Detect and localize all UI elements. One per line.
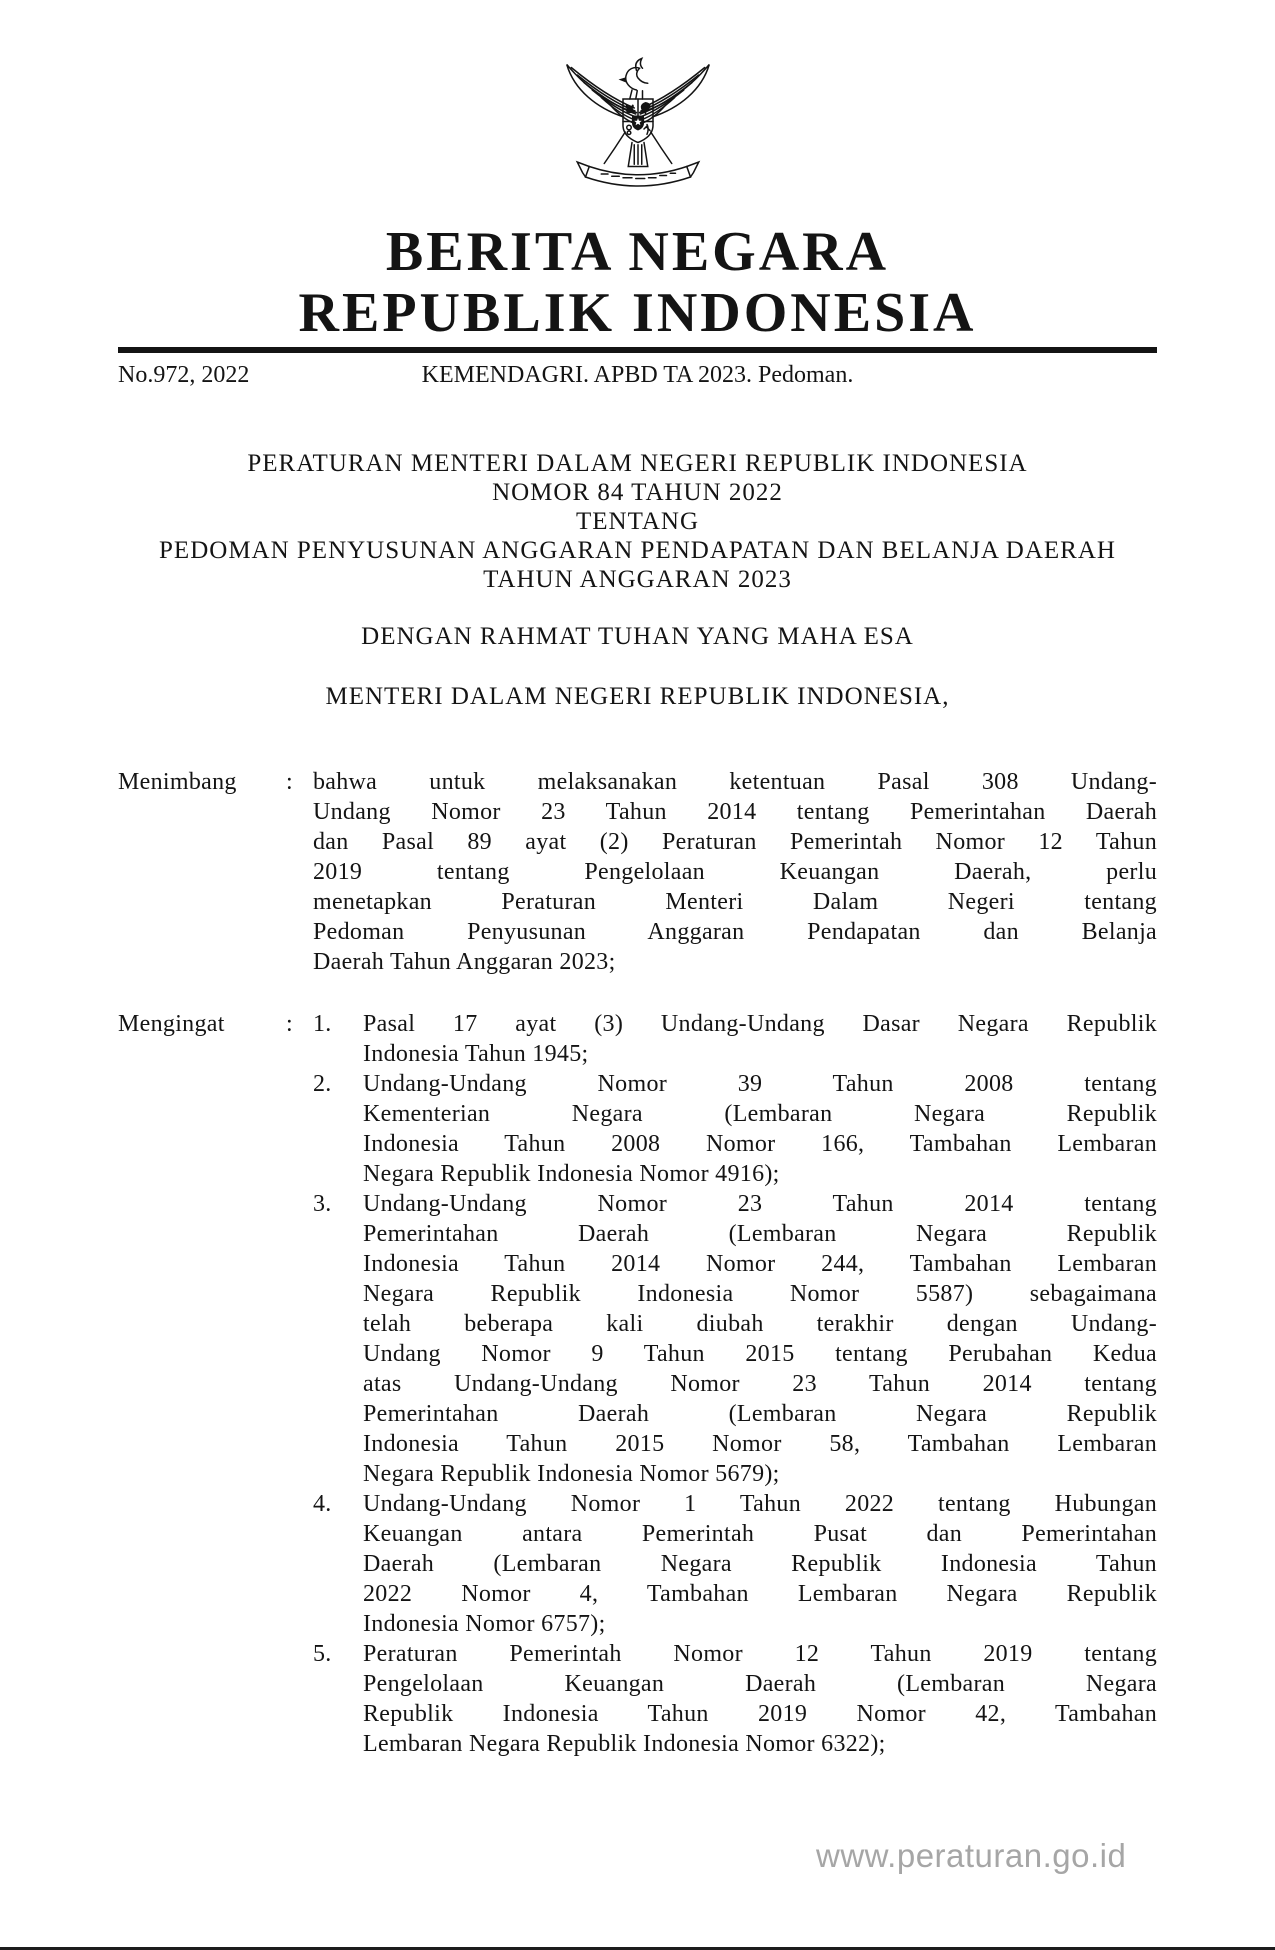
item-text (363, 1489, 1157, 1639)
text-line: Lembaran Negara Republik Indonesia Nomor 6322); (363, 1731, 886, 1757)
invocation-line: DENGAN RAHMAT TUHAN YANG MAHA ESA (361, 623, 914, 650)
text-line: atas Undang-Undang Nomor 23 Tahun 2014 tentang (363, 1371, 1157, 1397)
legal-basis-item (313, 1069, 1157, 1189)
legal-basis-item (313, 1489, 1157, 1639)
considering-separator: : (286, 769, 293, 795)
item-number: 1. (313, 1011, 332, 1037)
text-line: Pasal 17 ayat (3) Undang-Undang Dasar Negara Republik (363, 1011, 1157, 1037)
text-line: Indonesia Tahun 1945; (363, 1041, 589, 1067)
text-line: Indonesia Tahun 2008 Nomor 166, Tambahan Lembaran (363, 1131, 1157, 1157)
text-line: Pengelolaan Keuangan Daerah (Lembaran Negara (363, 1671, 1157, 1697)
text-line: Daerah (Lembaran Negara Republik Indonesia Tahun (363, 1551, 1157, 1577)
garuda-pancasila-emblem (559, 54, 717, 204)
text-line: Republik Indonesia Tahun 2019 Nomor 42, Tambahan (363, 1701, 1157, 1727)
text-line: TAHUN ANGGARAN 2023 (483, 566, 792, 593)
item-number: 5. (313, 1641, 332, 1667)
text-line: bahwa untuk melaksanakan ketentuan Pasal 308 Undang- (313, 769, 1157, 795)
considering-label: Menimbang (118, 769, 237, 795)
recalling-separator: : (286, 1011, 293, 1037)
masthead-line-1: BERITA NEGARA (385, 221, 890, 283)
text-line: Indonesia Tahun 2015 Nomor 58, Tambahan Lembaran (363, 1431, 1157, 1457)
considering-text (313, 767, 1157, 977)
item-text (363, 1189, 1157, 1489)
text-line: Undang-Undang Nomor 39 Tahun 2008 tentang (363, 1071, 1157, 1097)
text-line: Peraturan Pemerintah Nomor 12 Tahun 2019 tentang (363, 1641, 1157, 1667)
regulation-title (118, 449, 1157, 594)
text-line: Undang Nomor 23 Tahun 2014 tentang Pemerintahan Daerah (313, 799, 1157, 825)
text-line: telah beberapa kali diubah terakhir dengan Undang- (363, 1311, 1157, 1337)
text-line: PERATURAN MENTERI DALAM NEGERI REPUBLIK INDONESIA (247, 450, 1028, 477)
item-text (363, 1069, 1157, 1189)
text-line: Pemerintahan Daerah (Lembaran Negara Republik (363, 1221, 1157, 1247)
text-line: 2019 tentang Pengelolaan Keuangan Daerah, perlu (313, 859, 1157, 885)
item-number: 4. (313, 1491, 332, 1517)
recalling-list (313, 1009, 1157, 1759)
gazette-subject: KEMENDAGRI. APBD TA 2023. Pedoman. (421, 362, 854, 388)
text-line: menetapkan Peraturan Menteri Dalam Negeri tentang (313, 889, 1157, 915)
gazette-number: No.972, 2022 (118, 362, 250, 388)
text-line: Negara Republik Indonesia Nomor 5679); (363, 1461, 780, 1487)
text-line: Indonesia Nomor 6757); (363, 1611, 606, 1637)
gazette-meta-row (118, 362, 1157, 388)
item-number: 3. (313, 1191, 332, 1217)
text-line: Indonesia Tahun 2014 Nomor 244, Tambahan Lembaran (363, 1251, 1157, 1277)
considering-clause (118, 767, 1157, 977)
masthead-line-2: REPUBLIK INDONESIA (298, 282, 977, 344)
emblem-container (118, 0, 1157, 204)
item-number: 2. (313, 1071, 332, 1097)
text-line: Undang Nomor 9 Tahun 2015 tentang Perubahan Kedua (363, 1341, 1157, 1367)
text-line: Pemerintahan Daerah (Lembaran Negara Republik (363, 1401, 1157, 1427)
text-line: dan Pasal 89 ayat (2) Peraturan Pemerintah Nomor 12 Tahun (313, 829, 1157, 855)
watermark-url: www.peraturan.go.id (816, 1837, 1127, 1874)
text-line: PEDOMAN PENYUSUNAN ANGGARAN PENDAPATAN DAN BELANJA DAERAH (159, 537, 1116, 564)
masthead-title (118, 222, 1157, 344)
text-line: Daerah Tahun Anggaran 2023; (313, 949, 616, 975)
text-line: Kementerian Negara (Lembaran Negara Republik (363, 1101, 1157, 1127)
text-line: Undang-Undang Nomor 1 Tahun 2022 tentang Hubungan (363, 1491, 1157, 1517)
text-line: NOMOR 84 TAHUN 2022 (492, 479, 783, 506)
item-text (363, 1639, 1157, 1759)
text-line: Negara Republik Indonesia Nomor 5587) sebagaimana (363, 1281, 1157, 1307)
authority-line: MENTERI DALAM NEGERI REPUBLIK INDONESIA, (325, 683, 950, 710)
text-line: Negara Republik Indonesia Nomor 4916); (363, 1161, 780, 1187)
text-line: TENTANG (575, 508, 700, 535)
recalling-clause (118, 1009, 1157, 1759)
text-line: Pedoman Penyusunan Anggaran Pendapatan dan Belanja (313, 919, 1157, 945)
legal-basis-item (313, 1189, 1157, 1489)
text-line: Keuangan antara Pemerintah Pusat dan Pemerintahan (363, 1521, 1157, 1547)
legal-basis-item (313, 1639, 1157, 1759)
text-line: 2022 Nomor 4, Tambahan Lembaran Negara Republik (363, 1581, 1157, 1607)
legal-basis-item (313, 1009, 1157, 1069)
recalling-label: Mengingat (118, 1011, 225, 1037)
text-line: Undang-Undang Nomor 23 Tahun 2014 tentang (363, 1191, 1157, 1217)
item-text (363, 1009, 1157, 1069)
masthead-rule (118, 347, 1157, 353)
